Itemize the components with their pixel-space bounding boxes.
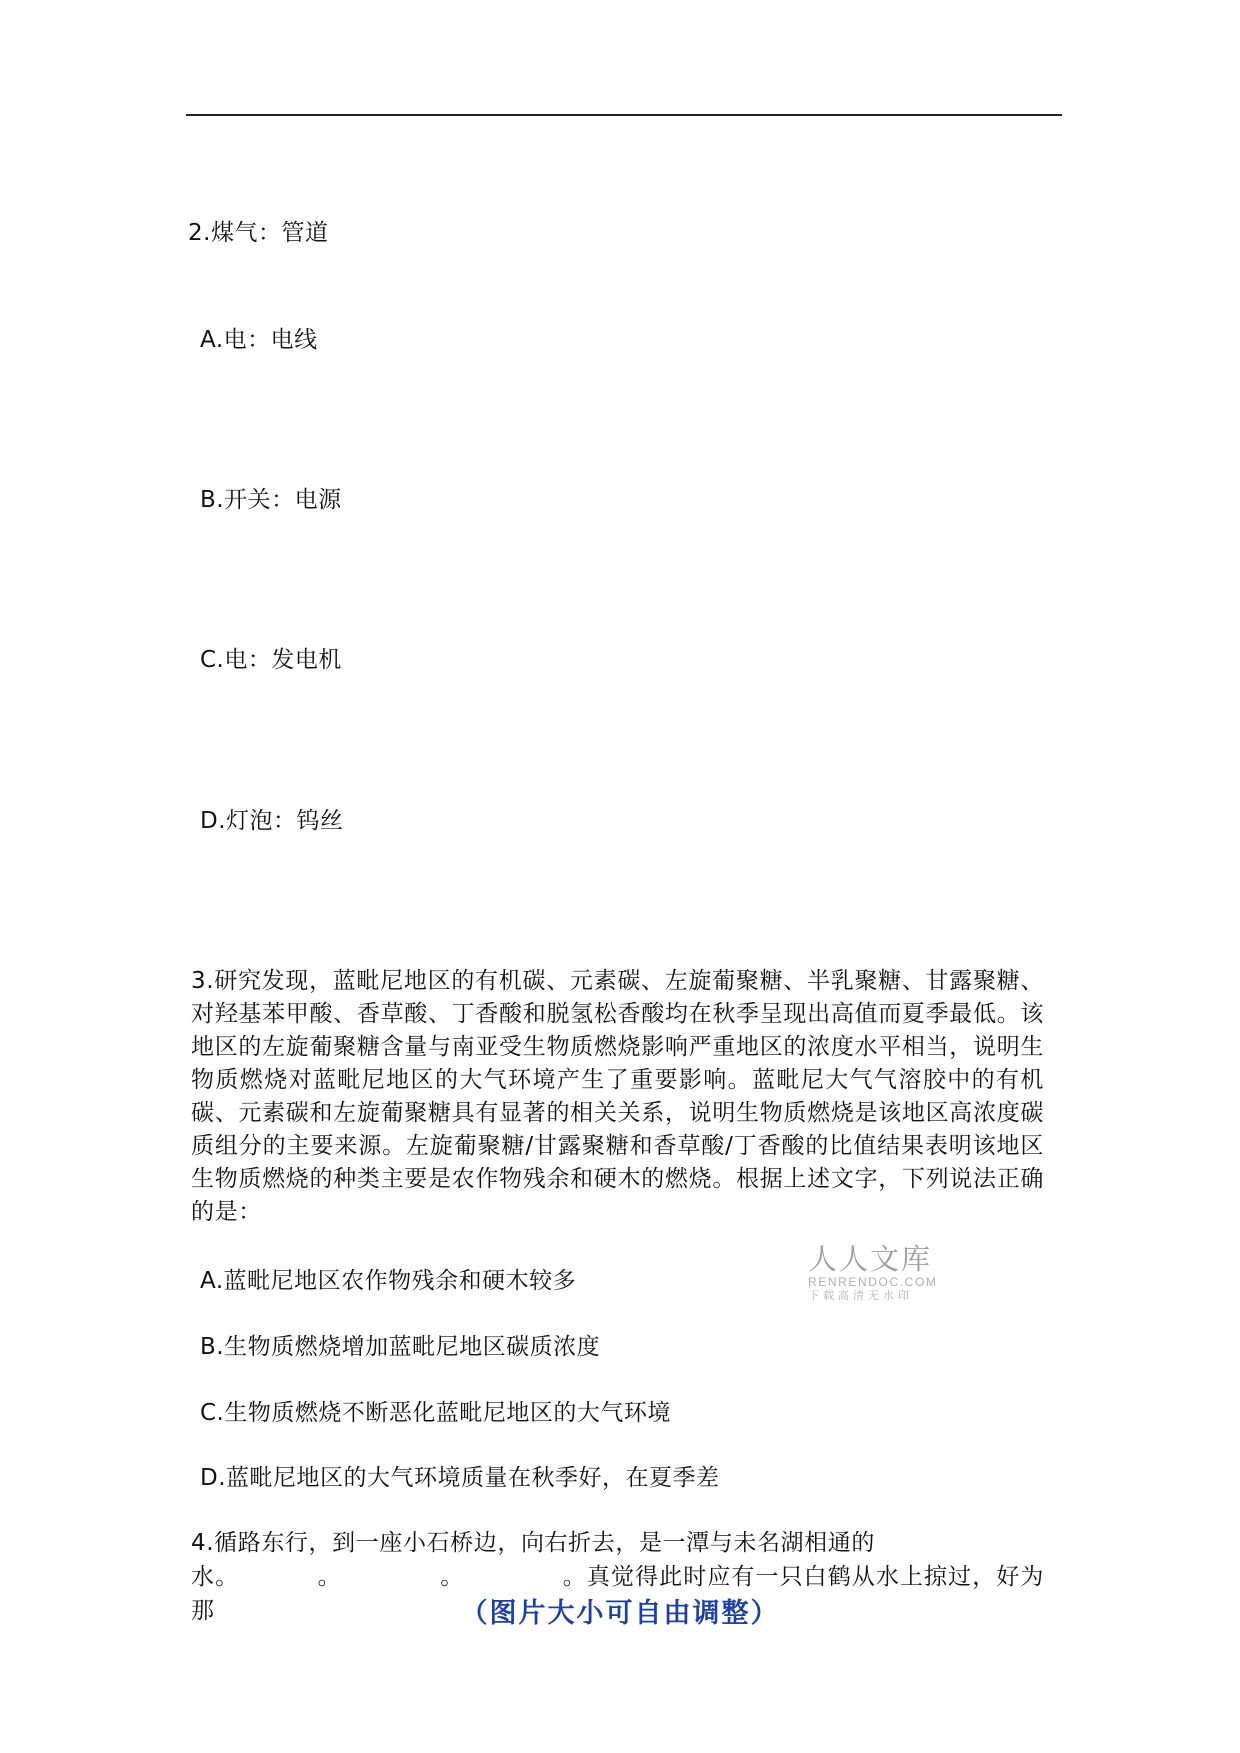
question-4-line-2-end: 。真觉得此时应有一只白鹤从水上掠过，好为那: [191, 1564, 1045, 1624]
image-caption: （图片大小可自由调整）: [460, 1598, 780, 1629]
header-rule: [186, 114, 1062, 116]
question-2-option-a: A.电：电线: [200, 327, 318, 353]
question-4-blank-mark-2: 。: [439, 1564, 465, 1590]
watermark-site: RENRENDOC.COM: [808, 1275, 938, 1289]
watermark-note: 下载高清无水印: [808, 1289, 913, 1302]
question-3-option-b: B.生物质燃烧增加蓝毗尼地区碳质浓度: [200, 1334, 601, 1360]
question-3-option-d: D.蓝毗尼地区的大气环境质量在秋季好，在夏季差: [200, 1465, 720, 1491]
watermark-logo: [808, 1243, 948, 1303]
question-2-option-b: B.开关：电源: [200, 487, 342, 513]
question-4-blank-mark-1: 。: [317, 1564, 342, 1590]
question-4-line-1: 4.循路东行，到一座小石桥边，向右折去，是一潭与未名湖相通的: [191, 1530, 875, 1556]
question-2-stem: 2.煤气：管道: [188, 220, 329, 246]
watermark-title: 人人文库: [808, 1242, 933, 1276]
question-3-option-c: C.生物质燃烧不断恶化蓝毗尼地区的大气环境: [200, 1400, 671, 1426]
question-2-option-d: D.灯泡：钨丝: [200, 808, 344, 834]
question-2-option-c: C.电：发电机: [200, 647, 342, 673]
question-3-stem: 3.研究发现，蓝毗尼地区的有机碳、元素碳、左旋葡聚糖、半乳聚糖、甘露聚糖、对羟基苯甲酸、香草酸、丁香酸和脱氢松香酸均在秋季呈现出高值而夏季最低。该地区的左旋葡聚糖含量与南亚受生物质燃烧影响严重地区的浓度水平相当，说明生物质燃烧对蓝毗尼地区的大气环境产生了重要影响。蓝毗尼大气气溶胶中的有机碳、元素碳和左旋葡聚糖具有显著的相关关系，说明生物质燃烧是该地区高浓度碳质组分的主要来源。左旋葡聚糖/甘露聚糖和香草酸/丁香酸的比值结果表明该地区生物质燃烧的种类主要是农作物残余和硬木的燃烧。根据上述文字，下列说法正确的是：: [191, 968, 1044, 1225]
question-4-line-2-start: 水。: [191, 1564, 240, 1590]
question-3-option-a: A.蓝毗尼地区农作物残余和硬木较多: [200, 1268, 577, 1294]
